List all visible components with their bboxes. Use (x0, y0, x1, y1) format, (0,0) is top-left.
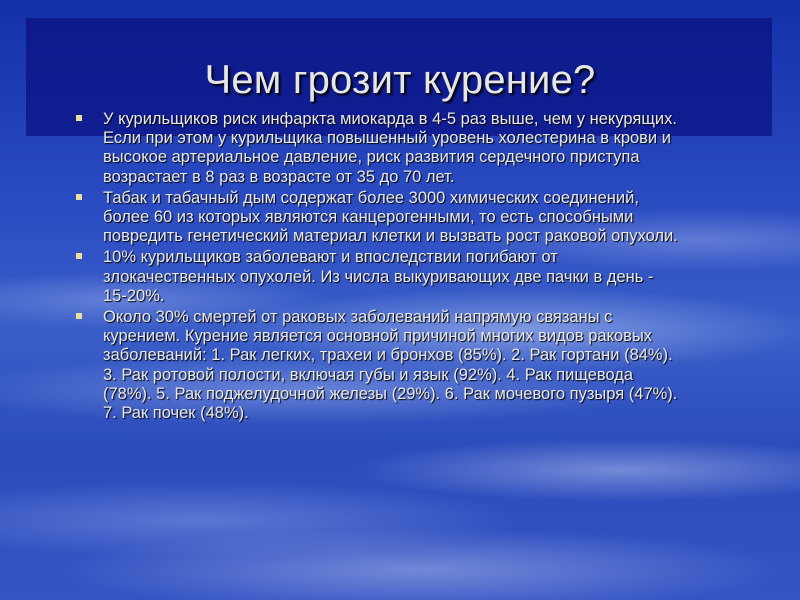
bullet-text: Табак и табачный дым содержат более 3000 химических соединений, более 60 из которых являются канцерогенными, то есть способными повредить генетический материал клетки и вызвать рост раковой опухоли. (103, 188, 678, 246)
bullet-text: 10% курильщиков заболевают и впоследствии погибают от злокачественных опухолей. Из числа выкуривающих две пачки в день - 15-20%. (103, 248, 654, 305)
bullet-item (76, 110, 678, 187)
bullet-item (76, 308, 678, 423)
square-bullet-icon (76, 115, 82, 121)
bullet-item (76, 248, 678, 306)
bullet-item (76, 189, 678, 247)
square-bullet-icon (76, 253, 82, 259)
bullet-text: Около 30% смертей от раковых заболеваний напрямую связаны с курением. Курение является основной причиной многих видов раковых заболеваний: 1. Рак легких, трахеи и бронхов (85%). 2. Рак гортани (84%). 3. Рак ротовой полости, включая губы и язык (92%). 4. Рак пищевода (78%). 5. Рак поджелудочной железы (29%). 6. Рак мочевого пузыря (47%). 7. Рак почек (48%). (103, 308, 678, 423)
bullet-text: У курильщиков риск инфаркта миокарда в 4-5 раз выше, чем у некурящих. Если при этом у курильщика повышенный уровень холестерина в крови и высокое артериальное давление, риск развития сердечного приступа возрастает в 8 раз в возрасте от 35 до 70 лет. (103, 110, 677, 186)
slide-title: Чем грозит курение? (204, 58, 596, 102)
square-bullet-icon (76, 313, 82, 319)
square-bullet-icon (76, 194, 82, 200)
bullet-list (76, 110, 678, 425)
